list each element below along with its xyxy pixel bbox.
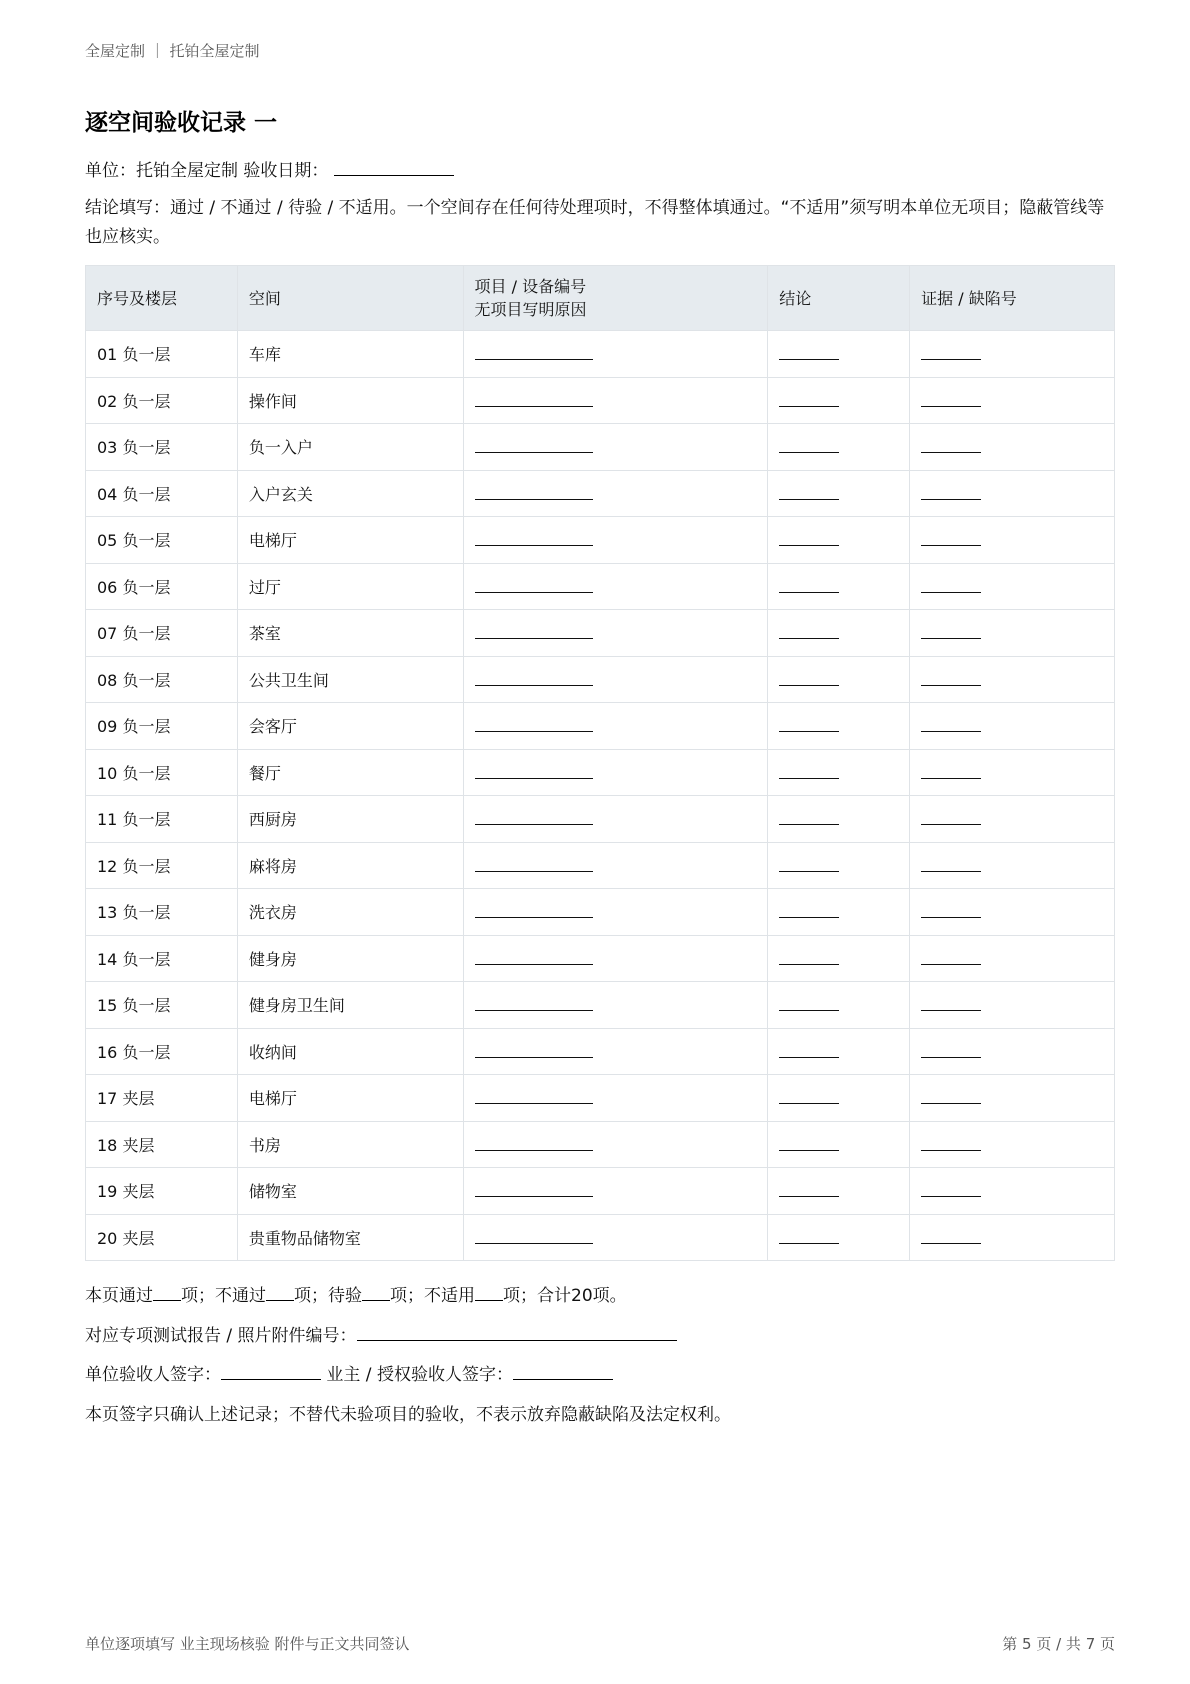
row-item-field[interactable]: [463, 1214, 768, 1261]
row-conclusion-field[interactable]: [768, 470, 910, 517]
table-body: [86, 331, 1115, 1261]
evidence-blank[interactable]: [921, 1180, 981, 1197]
report-number-line: [85, 1321, 677, 1346]
table-row: [86, 470, 1115, 517]
item-blank[interactable]: [475, 529, 593, 546]
row-item-field[interactable]: [463, 517, 768, 564]
conclusion-blank[interactable]: [779, 1041, 839, 1058]
table-row: [86, 1028, 1115, 1075]
row-conclusion-field[interactable]: [768, 1214, 910, 1261]
table-row: [86, 1168, 1115, 1215]
row-number-floor: 03 负一层: [86, 424, 238, 471]
row-number-floor: 14 负一层: [86, 935, 238, 982]
row-space: 储物室: [237, 1168, 463, 1215]
header-space: 空间: [237, 266, 463, 331]
row-number-floor: 18 夹层: [86, 1121, 238, 1168]
row-evidence-field[interactable]: [910, 1168, 1115, 1215]
row-number-floor: 19 夹层: [86, 1168, 238, 1215]
row-number-floor: 02 负一层: [86, 377, 238, 424]
row-space: 西厨房: [237, 796, 463, 843]
row-conclusion-field[interactable]: [768, 1075, 910, 1122]
row-space: 电梯厅: [237, 1075, 463, 1122]
row-item-field[interactable]: [463, 796, 768, 843]
row-space: 书房: [237, 1121, 463, 1168]
conclusion-rules: 结论填写：通过 / 不通过 / 待验 / 不适用。一个空间存在任何待处理项时，不得整体填通过。“不适用”须写明本单位无项目；隐蔽管线等也应核实。: [85, 198, 1105, 247]
header-item-line2: 无项目写明原因: [474, 300, 587, 319]
row-item-field[interactable]: [463, 1168, 768, 1215]
evidence-blank[interactable]: [921, 436, 981, 453]
evidence-blank[interactable]: [921, 1087, 981, 1104]
row-number-floor: 10 负一层: [86, 749, 238, 796]
row-evidence-field[interactable]: [910, 703, 1115, 750]
conclusion-blank[interactable]: [779, 343, 839, 360]
conclusion-blank[interactable]: [779, 994, 839, 1011]
evidence-blank[interactable]: [921, 762, 981, 779]
row-evidence-field[interactable]: [910, 982, 1115, 1029]
evidence-blank[interactable]: [921, 1041, 981, 1058]
row-space: 车库: [237, 331, 463, 378]
item-blank[interactable]: [475, 1041, 593, 1058]
item-blank[interactable]: [475, 855, 593, 872]
table-row: [86, 331, 1115, 378]
header-evidence: 证据 / 缺陷号: [910, 266, 1115, 331]
unit-date-label: 单位：托铂全屋定制 验收日期：: [85, 161, 329, 181]
row-item-field[interactable]: [463, 377, 768, 424]
row-item-field[interactable]: [463, 1121, 768, 1168]
row-number-floor: 12 负一层: [86, 842, 238, 889]
row-evidence-field[interactable]: [910, 470, 1115, 517]
row-number-floor: 20 夹层: [86, 1214, 238, 1261]
row-space: 麻将房: [237, 842, 463, 889]
item-blank[interactable]: [475, 390, 593, 407]
evidence-blank[interactable]: [921, 808, 981, 825]
item-blank[interactable]: [475, 436, 593, 453]
tally-pass-field[interactable]: [153, 1284, 181, 1301]
table-row: [86, 1121, 1115, 1168]
evidence-blank[interactable]: [921, 901, 981, 918]
evidence-blank[interactable]: [921, 483, 981, 500]
row-conclusion-field[interactable]: [768, 749, 910, 796]
row-evidence-field[interactable]: [910, 1121, 1115, 1168]
row-number-floor: 17 夹层: [86, 1075, 238, 1122]
row-number-floor: 06 负一层: [86, 563, 238, 610]
evidence-blank[interactable]: [921, 529, 981, 546]
page-title: 逐空间验收记录 一: [85, 110, 278, 136]
item-blank[interactable]: [475, 948, 593, 965]
conclusion-blank[interactable]: [779, 622, 839, 639]
table-row: [86, 424, 1115, 471]
row-item-field[interactable]: [463, 889, 768, 936]
row-space: 健身房: [237, 935, 463, 982]
header-number-floor: 序号及楼层: [86, 266, 238, 331]
evidence-blank[interactable]: [921, 948, 981, 965]
table-row: [86, 842, 1115, 889]
row-space: 洗衣房: [237, 889, 463, 936]
owner-signature-field[interactable]: [513, 1363, 613, 1380]
conclusion-blank[interactable]: [779, 529, 839, 546]
row-space: 茶室: [237, 610, 463, 657]
signature-note: 本页签字只确认上述记录；不替代未验项目的验收，不表示放弃隐蔽缺陷及法定权利。: [85, 1405, 731, 1425]
evidence-blank[interactable]: [921, 669, 981, 686]
row-conclusion-field[interactable]: [768, 331, 910, 378]
row-number-floor: 05 负一层: [86, 517, 238, 564]
item-blank[interactable]: [475, 762, 593, 779]
table-row: [86, 656, 1115, 703]
row-item-field[interactable]: [463, 703, 768, 750]
tally-fail-field[interactable]: [266, 1284, 294, 1301]
row-space: 入户玄关: [237, 470, 463, 517]
row-space: 餐厅: [237, 749, 463, 796]
item-blank[interactable]: [475, 576, 593, 593]
row-evidence-field[interactable]: [910, 517, 1115, 564]
row-space: 贵重物品储物室: [237, 1214, 463, 1261]
conclusion-blank[interactable]: [779, 1134, 839, 1151]
row-evidence-field[interactable]: [910, 1214, 1115, 1261]
item-blank[interactable]: [475, 622, 593, 639]
conclusion-blank[interactable]: [779, 901, 839, 918]
row-item-field[interactable]: [463, 610, 768, 657]
row-evidence-field[interactable]: [910, 610, 1115, 657]
row-conclusion-field[interactable]: [768, 982, 910, 1029]
tally-fail-label: 项；不通过: [181, 1286, 266, 1306]
item-blank[interactable]: [475, 1087, 593, 1104]
row-item-field[interactable]: [463, 1028, 768, 1075]
evidence-blank[interactable]: [921, 1227, 981, 1244]
row-number-floor: 16 负一层: [86, 1028, 238, 1075]
row-evidence-field[interactable]: [910, 331, 1115, 378]
item-blank[interactable]: [475, 994, 593, 1011]
tally-pass-label: 本页通过: [85, 1286, 153, 1306]
conclusion-blank[interactable]: [779, 808, 839, 825]
row-space: 电梯厅: [237, 517, 463, 564]
row-conclusion-field[interactable]: [768, 1168, 910, 1215]
row-number-floor: 09 负一层: [86, 703, 238, 750]
row-space: 会客厅: [237, 703, 463, 750]
item-blank[interactable]: [475, 1227, 593, 1244]
tally-na-field[interactable]: [475, 1284, 503, 1301]
evidence-blank[interactable]: [921, 715, 981, 732]
row-number-floor: 15 负一层: [86, 982, 238, 1029]
row-evidence-field[interactable]: [910, 1075, 1115, 1122]
item-blank[interactable]: [475, 808, 593, 825]
row-item-field[interactable]: [463, 935, 768, 982]
row-space: 过厅: [237, 563, 463, 610]
item-blank[interactable]: [475, 715, 593, 732]
row-evidence-field[interactable]: [910, 796, 1115, 843]
inspection-table: [85, 265, 1115, 1261]
row-conclusion-field[interactable]: [768, 377, 910, 424]
conclusion-blank[interactable]: [779, 1180, 839, 1197]
page-number: 第 5 页 / 共 7 页: [1002, 1635, 1115, 1653]
row-item-field[interactable]: [463, 331, 768, 378]
evidence-blank[interactable]: [921, 1134, 981, 1151]
tally-total-label: 项；合计20项。: [503, 1286, 627, 1306]
table-row: [86, 703, 1115, 750]
conclusion-blank[interactable]: [779, 669, 839, 686]
row-evidence-field[interactable]: [910, 935, 1115, 982]
tally-pending-label: 项；待验: [294, 1286, 362, 1306]
row-space: 收纳间: [237, 1028, 463, 1075]
row-number-floor: 11 负一层: [86, 796, 238, 843]
table-header-row: [86, 266, 1115, 331]
evidence-blank[interactable]: [921, 390, 981, 407]
table-row: [86, 1214, 1115, 1261]
row-number-floor: 07 负一层: [86, 610, 238, 657]
item-blank[interactable]: [475, 343, 593, 360]
item-blank[interactable]: [475, 1180, 593, 1197]
row-item-field[interactable]: [463, 1075, 768, 1122]
row-number-floor: 13 负一层: [86, 889, 238, 936]
row-evidence-field[interactable]: [910, 749, 1115, 796]
row-space: 操作间: [237, 377, 463, 424]
row-item-field[interactable]: [463, 563, 768, 610]
tally-pending-field[interactable]: [362, 1284, 390, 1301]
evidence-blank[interactable]: [921, 855, 981, 872]
tally-na-label: 项；不适用: [390, 1286, 475, 1306]
report-number-label: 对应专项测试报告 / 照片附件编号：: [85, 1326, 357, 1346]
row-item-field[interactable]: [463, 424, 768, 471]
conclusion-blank[interactable]: [779, 948, 839, 965]
table-row: [86, 563, 1115, 610]
row-conclusion-field[interactable]: [768, 842, 910, 889]
item-blank[interactable]: [475, 1134, 593, 1151]
table-row: [86, 377, 1115, 424]
row-number-floor: 04 负一层: [86, 470, 238, 517]
signature-line: [85, 1360, 613, 1385]
row-conclusion-field[interactable]: [768, 1028, 910, 1075]
conclusion-blank[interactable]: [779, 390, 839, 407]
row-conclusion-field[interactable]: [768, 796, 910, 843]
evidence-blank[interactable]: [921, 343, 981, 360]
conclusion-blank[interactable]: [779, 436, 839, 453]
conclusion-blank[interactable]: [779, 715, 839, 732]
row-item-field[interactable]: [463, 982, 768, 1029]
report-number-field[interactable]: [357, 1324, 677, 1341]
row-evidence-field[interactable]: [910, 656, 1115, 703]
evidence-blank[interactable]: [921, 576, 981, 593]
row-number-floor: 01 负一层: [86, 331, 238, 378]
row-conclusion-field[interactable]: [768, 1121, 910, 1168]
row-conclusion-field[interactable]: [768, 424, 910, 471]
page-header: 全屋定制 ｜ 托铂全屋定制: [85, 42, 260, 60]
conclusion-blank[interactable]: [779, 762, 839, 779]
row-conclusion-field[interactable]: [768, 563, 910, 610]
table-row: [86, 749, 1115, 796]
row-evidence-field[interactable]: [910, 424, 1115, 471]
row-evidence-field[interactable]: [910, 1028, 1115, 1075]
table-row: [86, 889, 1115, 936]
item-blank[interactable]: [475, 901, 593, 918]
row-conclusion-field[interactable]: [768, 935, 910, 982]
row-conclusion-field[interactable]: [768, 517, 910, 564]
row-evidence-field[interactable]: [910, 563, 1115, 610]
row-space: 公共卫生间: [237, 656, 463, 703]
conclusion-blank[interactable]: [779, 1227, 839, 1244]
item-blank[interactable]: [475, 669, 593, 686]
row-item-field[interactable]: [463, 470, 768, 517]
unit-signature-label: 单位验收人签字：: [85, 1365, 221, 1385]
page-tally-line: [85, 1281, 627, 1306]
conclusion-blank[interactable]: [779, 1087, 839, 1104]
evidence-blank[interactable]: [921, 622, 981, 639]
conclusion-blank[interactable]: [779, 483, 839, 500]
row-space: 健身房卫生间: [237, 982, 463, 1029]
unit-signature-field[interactable]: [221, 1363, 321, 1380]
row-item-field[interactable]: [463, 842, 768, 889]
row-evidence-field[interactable]: [910, 842, 1115, 889]
conclusion-blank[interactable]: [779, 576, 839, 593]
table-row: [86, 982, 1115, 1029]
footer-note: 单位逐项填写 业主现场核验 附件与正文共同签认: [85, 1635, 410, 1653]
owner-signature-label: 业主 / 授权验收人签字：: [326, 1365, 513, 1385]
conclusion-blank[interactable]: [779, 855, 839, 872]
table-row: [86, 935, 1115, 982]
row-space: 负一入户: [237, 424, 463, 471]
row-evidence-field[interactable]: [910, 889, 1115, 936]
item-blank[interactable]: [475, 483, 593, 500]
table-row: [86, 1075, 1115, 1122]
row-conclusion-field[interactable]: [768, 889, 910, 936]
table-row: [86, 796, 1115, 843]
row-number-floor: 08 负一层: [86, 656, 238, 703]
inspection-date-field[interactable]: [334, 159, 454, 176]
evidence-blank[interactable]: [921, 994, 981, 1011]
unit-date-line: [85, 156, 454, 181]
header-conclusion: 结论: [768, 266, 910, 331]
row-item-field[interactable]: [463, 656, 768, 703]
header-item-equipment: [463, 266, 768, 331]
table-row: [86, 610, 1115, 657]
row-item-field[interactable]: [463, 749, 768, 796]
row-conclusion-field[interactable]: [768, 703, 910, 750]
table-row: [86, 517, 1115, 564]
row-evidence-field[interactable]: [910, 377, 1115, 424]
row-conclusion-field[interactable]: [768, 610, 910, 657]
row-conclusion-field[interactable]: [768, 656, 910, 703]
header-item-line1: 项目 / 设备编号: [474, 277, 587, 296]
